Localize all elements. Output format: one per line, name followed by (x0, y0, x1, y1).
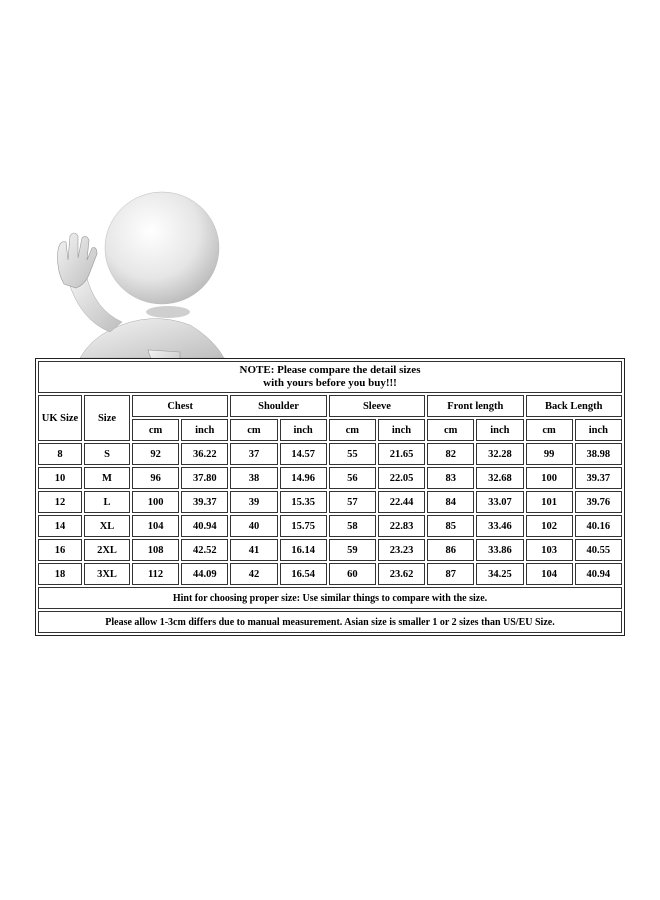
table-cell: 101 (526, 491, 573, 513)
table-cell: 3XL (84, 563, 130, 585)
table-cell: 22.44 (378, 491, 425, 513)
table-cell: L (84, 491, 130, 513)
table-cell: 104 (132, 515, 179, 537)
table-cell: 92 (132, 443, 179, 465)
table-cell: 102 (526, 515, 573, 537)
unit-inch: inch (575, 419, 622, 441)
note-cell (38, 361, 622, 393)
table-cell: 21.65 (378, 443, 425, 465)
table-row (38, 443, 622, 465)
table-cell: 38.98 (575, 443, 622, 465)
table-cell: 36.22 (181, 443, 228, 465)
table-cell: 55 (329, 443, 376, 465)
header-sleeve: Sleeve (329, 395, 425, 417)
unit-cm: cm (526, 419, 573, 441)
table-cell: 57 (329, 491, 376, 513)
table-cell: 33.86 (476, 539, 523, 561)
table-cell: 37 (230, 443, 277, 465)
table-cell: 34.25 (476, 563, 523, 585)
table-cell: 40.94 (575, 563, 622, 585)
table-cell: 39.76 (575, 491, 622, 513)
table-row (38, 467, 622, 489)
table-cell: 100 (132, 491, 179, 513)
header-size: Size (84, 395, 130, 441)
unit-cm: cm (132, 419, 179, 441)
header-front-length: Front length (427, 395, 523, 417)
table-row (38, 539, 622, 561)
table-cell: XL (84, 515, 130, 537)
table-cell: 16.14 (280, 539, 327, 561)
unit-cm: cm (329, 419, 376, 441)
table-cell: 15.35 (280, 491, 327, 513)
unit-cm: cm (230, 419, 277, 441)
table-cell: M (84, 467, 130, 489)
table-cell: 37.80 (181, 467, 228, 489)
table-cell: 18 (38, 563, 82, 585)
header-chest: Chest (132, 395, 228, 417)
table-cell: 100 (526, 467, 573, 489)
table-cell: 39 (230, 491, 277, 513)
header-shoulder: Shoulder (230, 395, 326, 417)
table-cell: 96 (132, 467, 179, 489)
unit-inch: inch (378, 419, 425, 441)
header-uk-size: UK Size (38, 395, 82, 441)
table-cell: 16 (38, 539, 82, 561)
table-cell: 14.96 (280, 467, 327, 489)
size-chart-table (35, 358, 625, 636)
unit-inch: inch (476, 419, 523, 441)
table-cell: 42 (230, 563, 277, 585)
table-cell: 39.37 (575, 467, 622, 489)
table-cell: 40.55 (575, 539, 622, 561)
table-cell: 32.28 (476, 443, 523, 465)
unit-inch: inch (280, 419, 327, 441)
table-cell: 82 (427, 443, 474, 465)
table-cell: 56 (329, 467, 376, 489)
table-cell: 112 (132, 563, 179, 585)
table-cell: 22.05 (378, 467, 425, 489)
table-cell: 104 (526, 563, 573, 585)
table-cell: 103 (526, 539, 573, 561)
table-cell: S (84, 443, 130, 465)
table-cell: 44.09 (181, 563, 228, 585)
table-cell: 39.37 (181, 491, 228, 513)
table-cell: 33.07 (476, 491, 523, 513)
table-cell: 14 (38, 515, 82, 537)
table-cell: 59 (329, 539, 376, 561)
table-cell: 15.75 (280, 515, 327, 537)
table-cell: 99 (526, 443, 573, 465)
allowance-text: Please allow 1-3cm differs due to manual measurement. Asian size is smaller 1 or 2 sizes than US/EU Size. (38, 611, 622, 633)
header-back-length: Back Length (526, 395, 623, 417)
note-line-1: NOTE: Please compare the detail sizes (239, 364, 421, 376)
unit-inch: inch (181, 419, 228, 441)
table-cell: 14.57 (280, 443, 327, 465)
table-cell: 12 (38, 491, 82, 513)
table-cell: 85 (427, 515, 474, 537)
table-cell: 83 (427, 467, 474, 489)
hint-text: Hint for choosing proper size: Use similar things to compare with the size. (38, 587, 622, 609)
table-cell: 58 (329, 515, 376, 537)
size-rows (38, 443, 622, 585)
table-cell: 41 (230, 539, 277, 561)
table-row (38, 563, 622, 585)
table-cell: 16.54 (280, 563, 327, 585)
table-cell: 108 (132, 539, 179, 561)
unit-cm: cm (427, 419, 474, 441)
table-cell: 84 (427, 491, 474, 513)
table-cell: 8 (38, 443, 82, 465)
table-cell: 23.62 (378, 563, 425, 585)
table-cell: 10 (38, 467, 82, 489)
table-cell: 2XL (84, 539, 130, 561)
table-cell: 38 (230, 467, 277, 489)
table-cell: 40.16 (575, 515, 622, 537)
table-cell: 60 (329, 563, 376, 585)
table-cell: 32.68 (476, 467, 523, 489)
table-cell: 33.46 (476, 515, 523, 537)
table-row (38, 491, 622, 513)
table-cell: 23.23 (378, 539, 425, 561)
table-cell: 40.94 (181, 515, 228, 537)
table-cell: 42.52 (181, 539, 228, 561)
table-row (38, 515, 622, 537)
table-cell: 22.83 (378, 515, 425, 537)
note-line-2: with yours before you buy!!! (263, 377, 397, 389)
table-cell: 86 (427, 539, 474, 561)
table-cell: 87 (427, 563, 474, 585)
table-cell: 40 (230, 515, 277, 537)
